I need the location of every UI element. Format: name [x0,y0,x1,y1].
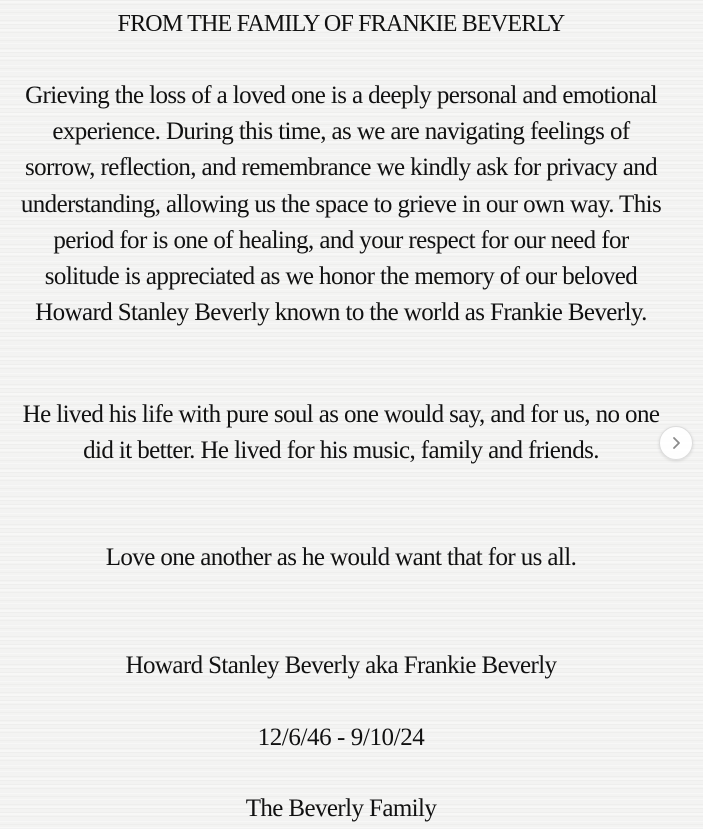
memorial-dates: 12/6/46 - 9/10/24 [257,724,425,751]
statement-paragraph-3: Love one another as he would want that for us all. [105,544,577,571]
carousel-next-button[interactable] [659,426,693,460]
chevron-right-icon [669,436,683,450]
family-signature: The Beverly Family [245,795,437,822]
page-title: FROM THE FAMILY OF FRANKIE BEVERLY [117,11,565,37]
memorial-full-name: Howard Stanley Beverly aka Frankie Beverly [125,652,557,679]
statement-paragraph-2: He lived his life with pure soul as one would say, and for us, no one did it better. He lived for his music, family and friends. [22,401,660,465]
statement-paragraph-1: Grieving the loss of a loved one is a deeply personal and emotional experience. During this time, as we are navigating feelings of sorrow, reflection, and remembrance we kindly ask for privacy and understanding, allowing us the space to grieve in our own way. This period for is one of healing, and your respect for our need for solitude is appreciated as we honor the memory of our beloved Howard Stanley Beverly known to the world as Frankie Beverly. [20,82,662,327]
